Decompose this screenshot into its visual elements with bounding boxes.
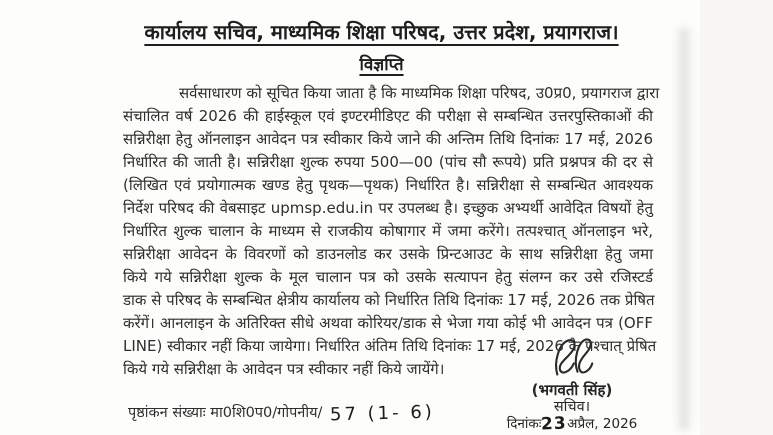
body-line: सन्निरीक्षा हेतु ऑनलाइन आवेदन पत्र स्वीकार किये जाने की अन्तिम तिथि दिनांकः 17 मई, 2026 bbox=[123, 130, 653, 148]
signature-date bbox=[492, 415, 652, 433]
body-line: सर्वसाधारण को सूचित किया जाता है कि माध्यमिक शिक्षा परिषद, उ0प्र0, प्रयागराज द्वारा bbox=[179, 84, 660, 102]
signature-scribble-icon bbox=[543, 334, 601, 380]
signature-date-day-handwritten: 23 bbox=[541, 413, 568, 435]
body-line: करेंगें। आनलाइन के अतिरिक्त सीधे अथवा कोरियर/डाक से भेजा गया कोई भी आवेदन पत्र (OFF bbox=[123, 314, 653, 332]
body-line: डाक से परिषद के सम्बन्धित क्षेत्रीय कार्यालय को निर्धारित तिथि दिनांकः 17 मई, 2026 तक प्रेषित bbox=[123, 291, 655, 309]
endorsement-number-handwritten: 57 (1- 6) bbox=[330, 401, 436, 426]
endorsement-line bbox=[128, 402, 435, 424]
signatory-designation: सचिव। bbox=[553, 399, 591, 415]
body-line: निर्धारित शुल्क चालान के माध्यम से राजकीय कोषागार में जमा करेंगे। तत्पश्चात् ऑनलाइन भरे, bbox=[123, 222, 653, 240]
body-line: किये गये सन्निरीक्षा शुल्क के मूल चालान पत्र को उसके सत्यापन हेतु संलग्न कर उसे रजिस्टर्ड bbox=[123, 268, 653, 286]
body-line: किये गये सन्निरीक्षा के आवेदन पत्र स्वीकार नहीं किये जायेंगे। bbox=[123, 360, 445, 378]
body-line: संचालित वर्ष 2026 की हाईस्कूल एवं इण्टरमीडिएट की परीक्षा से सम्बन्धित उत्तरपुस्तिकाओं की bbox=[123, 107, 653, 125]
body-line: निर्देश परिषद की वेबसाइट upmsp.edu.in पर उपलब्ध है। इच्छुक अभ्यर्थी आवेदित विषयों हेतु bbox=[123, 199, 653, 217]
signature-block bbox=[492, 334, 652, 433]
signature-date-rest: अप्रैल, 2026 bbox=[567, 416, 638, 432]
office-header-title: कार्यालय सचिव, माध्यमिक शिक्षा परिषद, उत्तर प्रदेश, प्रयागराज। bbox=[144, 20, 619, 44]
signature-date-label: दिनांकः bbox=[506, 416, 542, 432]
body-line: (लिखित एवं प्रयोगात्मक खण्ड हेतु पृथक—पृथक) निर्धारित है। सन्निरीक्षा से सम्बन्धित आवश्यक bbox=[123, 176, 653, 194]
body-line: LINE) स्वीकार नहीं किया जायेगा। निर्धारित अंतिम तिथि दिनांकः 17 मई, 2026 के पश्चात् प्रेषित bbox=[123, 337, 657, 355]
body-line: निर्धारित की जाती है। सन्निरीक्षा शुल्क रुपया 500—00 (पांच सौ रूपये) प्रति प्रश्नपत्र की दर से bbox=[123, 153, 653, 171]
endorsement-label: पृष्ठांकन संख्याः मा0शि0प0/गोपनीय/ bbox=[128, 405, 323, 421]
signatory-name: (भगवती सिंह) bbox=[531, 381, 613, 399]
page-edge-shadow bbox=[676, 28, 692, 430]
notification-subtitle: विज्ञप्ति bbox=[359, 55, 404, 75]
body-line: सन्निरीक्षा आवेदन के विवरणों को डाउनलोड कर उसके प्रिन्टआउट के साथ सन्निरीक्षा हेतु जमा bbox=[123, 245, 653, 263]
